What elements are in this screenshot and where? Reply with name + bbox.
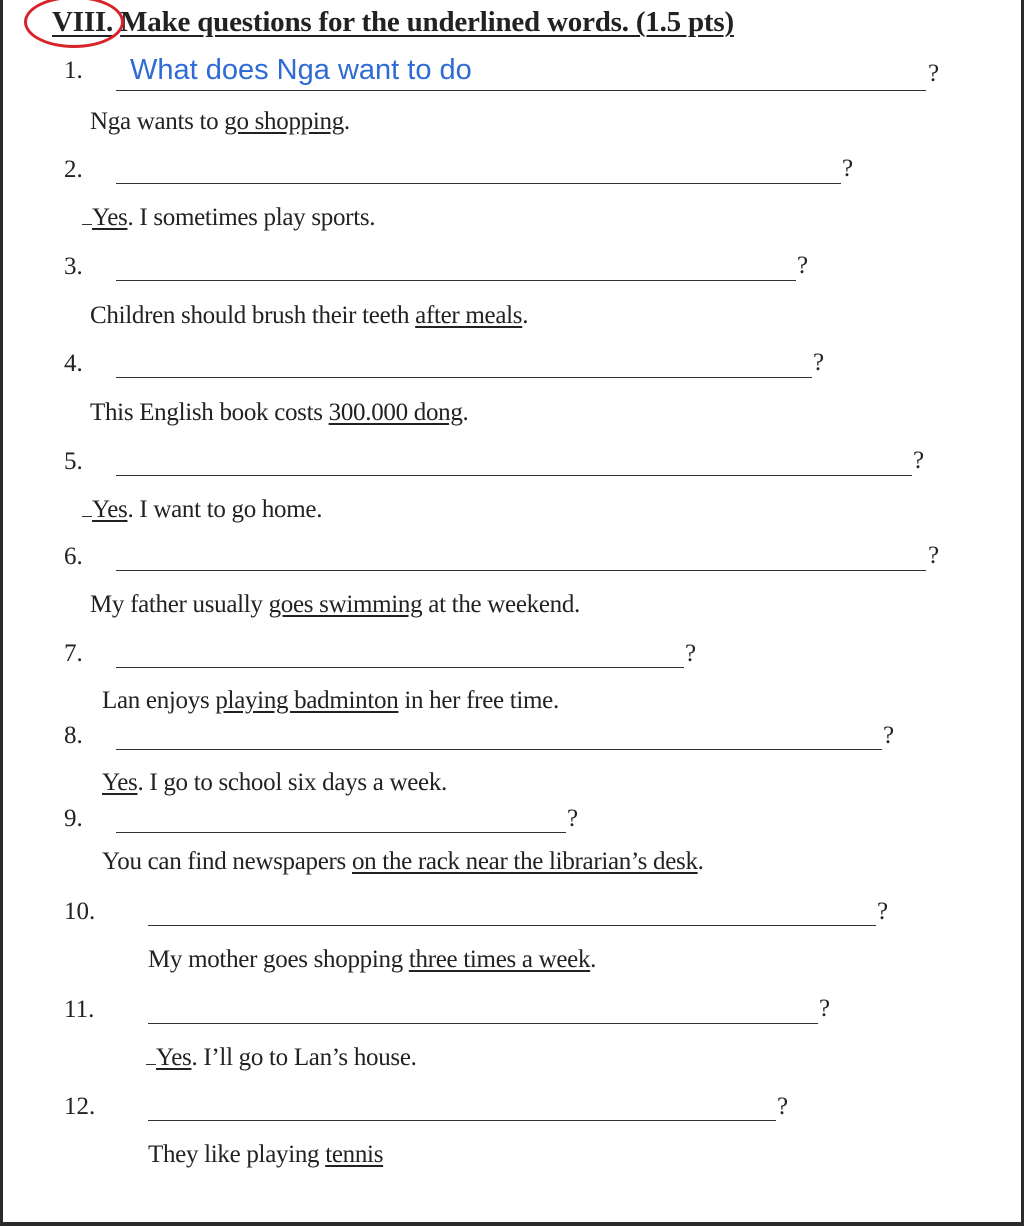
item-number: 1. — [64, 57, 83, 84]
question-mark: ? — [928, 60, 940, 87]
answer-blank[interactable] — [116, 377, 812, 378]
question-mark: ? — [777, 1093, 789, 1120]
item-number: 12. — [64, 1093, 96, 1120]
answer-blank[interactable] — [116, 475, 912, 476]
item-number: 10. — [64, 898, 96, 925]
item-number: 8. — [64, 722, 83, 749]
answer-blank[interactable] — [116, 667, 684, 668]
section-part: VIII — [52, 6, 106, 38]
item-sentence: Nga wants to go shopping. — [90, 108, 350, 135]
item-sentence: My father usually goes swimming at the weekend. — [90, 591, 580, 618]
item-sentence: Yes. I sometimes play sports. — [82, 204, 375, 232]
answer-blank[interactable] — [116, 183, 841, 184]
item-number: 11. — [64, 996, 95, 1023]
answer-blank[interactable] — [148, 925, 876, 926]
item-sentence: Yes. I want to go home. — [82, 496, 322, 524]
item-number: 5. — [64, 448, 83, 475]
question-mark: ? — [928, 542, 940, 569]
item-number: 9. — [64, 805, 83, 832]
item-sentence: My mother goes shopping three times a week. — [148, 946, 597, 973]
item-sentence: You can find newspapers on the rack near the librarian’s desk. — [102, 848, 704, 875]
item-sentence: This English book costs 300.000 dong. — [90, 399, 469, 426]
question-mark: ? — [797, 252, 809, 279]
question-mark: ? — [883, 722, 895, 749]
answer-blank[interactable] — [148, 1120, 776, 1121]
item-sentence: They like playing tennis — [148, 1141, 384, 1168]
question-mark: ? — [685, 640, 697, 667]
question-mark: ? — [819, 995, 831, 1022]
item-number: 6. — [64, 543, 83, 570]
answer-blank[interactable] — [148, 1023, 818, 1024]
item-number: 3. — [64, 253, 83, 280]
item-number: 4. — [64, 350, 83, 377]
question-mark: ? — [567, 805, 579, 832]
section-heading: VIII. Make questions for the underlined words. (1.5 pts) — [52, 6, 734, 38]
item-sentence: Lan enjoys playing badminton in her free time. — [102, 687, 559, 714]
answer-text[interactable]: What does Nga want to do — [130, 54, 472, 86]
answer-blank[interactable] — [116, 570, 926, 571]
item-sentence: Yes. I go to school six days a week. — [102, 769, 447, 796]
section-title: Make questions for the underlined words. (1.5 pts) — [120, 6, 734, 38]
item-number: 2. — [64, 156, 83, 183]
item-number: 7. — [64, 640, 83, 667]
question-mark: ? — [813, 349, 825, 376]
item-sentence: Children should brush their teeth after meals. — [90, 302, 529, 329]
answer-blank[interactable] — [116, 749, 882, 750]
question-mark: ? — [842, 155, 854, 182]
answer-blank[interactable] — [116, 90, 926, 91]
question-mark: ? — [877, 898, 889, 925]
question-mark: ? — [913, 447, 925, 474]
answer-blank[interactable] — [116, 280, 796, 281]
item-sentence: Yes. I’ll go to Lan’s house. — [146, 1044, 417, 1072]
answer-blank[interactable] — [116, 832, 566, 833]
